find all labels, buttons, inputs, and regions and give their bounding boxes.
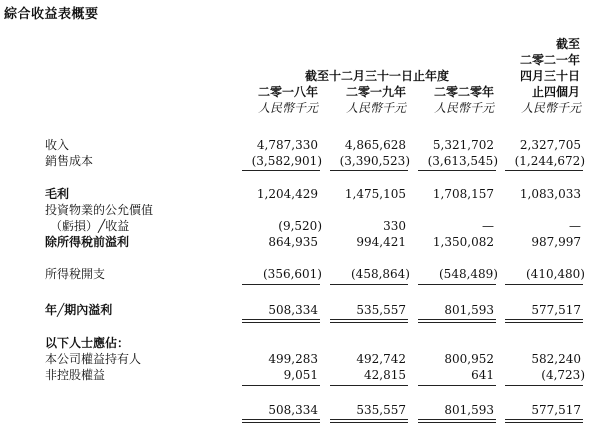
value-2021-4m: — — [569, 219, 581, 233]
double-rule — [505, 419, 583, 420]
value-2019: 330 — [383, 219, 406, 233]
value-2020: 800,952 — [444, 352, 494, 366]
value-2021-4m: 582,240 — [531, 352, 581, 366]
row-label: 非控股權益 — [45, 368, 106, 382]
value-2019: (458,864) — [351, 267, 410, 281]
subtotal-rule — [418, 170, 496, 171]
value-2018: (9,520) — [278, 219, 322, 233]
value-2019: 535,557 — [356, 303, 406, 317]
value-2020: 1,708,157 — [432, 187, 494, 201]
row-label: 以下人士應佔： — [45, 336, 130, 350]
row-label: （虧損）╱收益 — [50, 219, 130, 233]
value-2019: 42,815 — [364, 368, 406, 382]
row-label: 本公司權益持有人 — [45, 352, 142, 366]
double-rule — [330, 419, 408, 420]
value-2019: (3,390,523) — [339, 154, 410, 168]
value-2018: 508,334 — [268, 403, 318, 417]
value-2020: 5,321,702 — [432, 138, 494, 152]
value-2019: 535,557 — [356, 403, 406, 417]
value-2018: 1,204,429 — [256, 187, 318, 201]
subtotal-rule — [242, 170, 320, 171]
value-2020: 801,593 — [444, 303, 494, 317]
value-2021-4m: (410,480) — [526, 267, 585, 281]
subtotal-rule — [330, 385, 408, 386]
value-2020: 1,350,082 — [432, 235, 494, 249]
year-header-2019: 二零一九年 — [345, 85, 406, 99]
subtotal-rule — [505, 284, 583, 285]
value-2019: 492,742 — [356, 352, 406, 366]
double-rule — [330, 422, 408, 423]
double-rule — [505, 322, 583, 323]
value-2021-4m: (4,723) — [541, 368, 585, 382]
value-2018: 864,935 — [268, 235, 318, 249]
value-2021-4m: 577,517 — [531, 303, 581, 317]
row-label: 銷售成本 — [45, 154, 94, 168]
unit-label-col1: 人民幣千元 — [257, 101, 318, 115]
double-rule — [330, 319, 408, 320]
value-2019: 994,421 — [356, 235, 406, 249]
last-column-header-line-3: 四月三十日 — [519, 69, 580, 83]
subtotal-rule — [330, 284, 408, 285]
double-rule — [418, 422, 496, 423]
value-2020: (548,489) — [439, 267, 498, 281]
double-rule — [418, 322, 496, 323]
double-rule — [242, 419, 320, 420]
row-label: 毛利 — [45, 187, 70, 201]
double-rule — [242, 422, 320, 423]
year-header-2020: 二零二零年 — [433, 85, 494, 99]
last-column-header-line-2: 二零二一年 — [519, 53, 580, 67]
subtotal-rule — [418, 284, 496, 285]
subtotal-rule — [242, 284, 320, 285]
row-label: 收入 — [45, 138, 70, 152]
double-rule — [505, 319, 583, 320]
value-2018: (3,582,901) — [251, 154, 322, 168]
value-2020: 801,593 — [444, 403, 494, 417]
value-2019: 1,475,105 — [344, 187, 406, 201]
page-title: 綜合收益表概要 — [4, 7, 99, 22]
value-2018: 4,787,330 — [256, 138, 318, 152]
subtotal-rule — [418, 385, 496, 386]
year-header-2018: 二零一八年 — [257, 85, 318, 99]
value-2018: (356,601) — [263, 267, 322, 281]
unit-label-col3: 人民幣千元 — [433, 101, 494, 115]
row-label: 所得稅開支 — [45, 267, 106, 281]
period-header: 截至十二月三十一日止年度 — [304, 69, 449, 83]
double-rule — [418, 319, 496, 320]
unit-label-col2: 人民幣千元 — [345, 101, 406, 115]
value-2021-4m: (1,244,672) — [514, 154, 585, 168]
double-rule — [505, 422, 583, 423]
value-2018: 499,283 — [268, 352, 318, 366]
unit-label-col4: 人民幣千元 — [520, 101, 581, 115]
double-rule — [418, 419, 496, 420]
subtotal-rule — [242, 385, 320, 386]
last-column-header-line-1: 截至 — [555, 37, 580, 51]
subtotal-rule — [505, 385, 583, 386]
row-label: 投資物業的公允價值 — [45, 203, 154, 217]
subtotal-rule — [505, 170, 583, 171]
double-rule — [242, 322, 320, 323]
value-2018: 508,334 — [268, 303, 318, 317]
subtotal-rule — [330, 170, 408, 171]
value-2021-4m: 987,997 — [531, 235, 581, 249]
value-2021-4m: 2,327,705 — [519, 138, 581, 152]
value-2020: — — [482, 219, 494, 233]
double-rule — [242, 319, 320, 320]
value-2020: 641 — [471, 368, 494, 382]
row-label: 年╱期內溢利 — [45, 303, 113, 317]
value-2021-4m: 577,517 — [531, 403, 581, 417]
last-column-header-line-4: 止四個月 — [531, 85, 580, 99]
value-2019: 4,865,628 — [344, 138, 406, 152]
value-2021-4m: 1,083,033 — [519, 187, 581, 201]
row-label: 除所得稅前溢利 — [45, 235, 130, 249]
double-rule — [330, 322, 408, 323]
value-2020: (3,613,545) — [427, 154, 498, 168]
value-2018: 9,051 — [283, 368, 318, 382]
